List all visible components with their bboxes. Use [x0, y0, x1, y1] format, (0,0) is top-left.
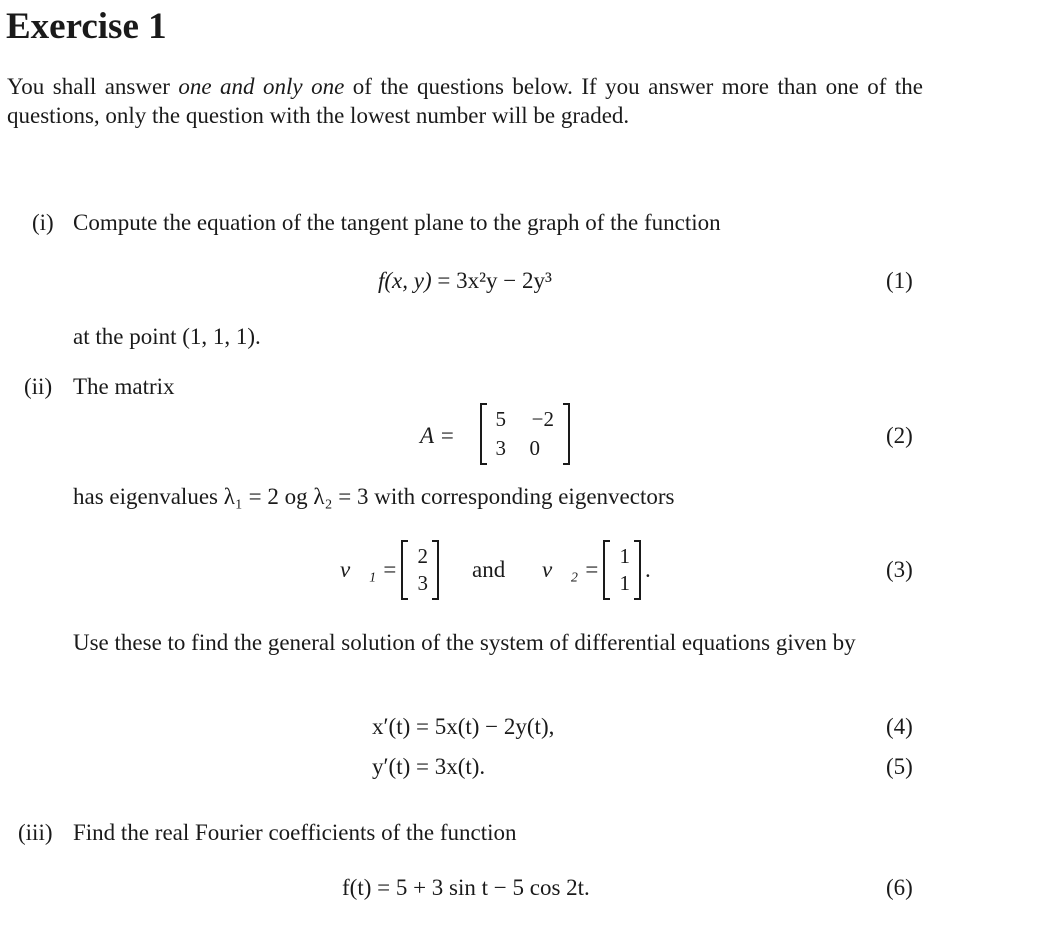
equation-number-4: (4): [886, 714, 913, 739]
vector-v2-period: .: [645, 557, 651, 582]
and-text: and: [472, 557, 506, 582]
q2-text: The matrix: [73, 374, 175, 399]
vector-v1-label: v⃗₁ =: [340, 557, 398, 582]
q1-equation: [378, 266, 552, 295]
q3-text: Find the real Fourier coefficients of the function: [73, 820, 517, 845]
matrix-a: [480, 403, 570, 465]
intro-emphasis: one and only one: [178, 74, 345, 99]
matrix-a-label: A =: [420, 423, 455, 448]
use-these-text: Use these to find the general solution of the system of differential equations given by: [73, 630, 856, 655]
equation-number-1: (1): [886, 268, 913, 293]
intro-text-2: of the questions below. If you answer more than one of the questions, only the question with the lowest number will be graded.: [7, 74, 924, 128]
intro-text-1: You shall answer: [7, 74, 179, 99]
q1-eq-lhs: f(x, y): [378, 268, 432, 293]
matrix-cell: −2: [531, 407, 554, 431]
vector-cell: 2: [417, 544, 428, 568]
equation-4: x′(t) = 5x(t) − 2y(t),: [372, 714, 555, 739]
q1-point-text: at the point (1, 1, 1).: [73, 324, 261, 349]
intro-paragraph: [7, 72, 923, 130]
eigenvalues-text: has eigenvalues λ₁ = 2 og λ₂ = 3 with corresponding eigenvectors: [73, 484, 675, 509]
vector-v1: [401, 540, 439, 600]
q1-eq-rhs: = 3x²y − 2y³: [437, 268, 552, 293]
q2-label: (ii): [24, 374, 53, 399]
equation-number-6: (6): [886, 875, 913, 900]
vector-cell: 1: [619, 544, 630, 568]
equation-number-2: (2): [886, 423, 913, 448]
vector-cell: 3: [417, 571, 428, 595]
matrix-cell: 5: [495, 407, 506, 431]
equation-number-5: (5): [886, 754, 913, 779]
equation-5: y′(t) = 3x(t).: [372, 754, 486, 779]
vector-cell: 1: [619, 571, 630, 595]
q1-label: (i): [32, 210, 54, 235]
matrix-cell: 3: [495, 436, 506, 460]
q1-text: Compute the equation of the tangent plane to the graph of the function: [73, 210, 721, 235]
vector-v2: [603, 540, 641, 600]
exercise-title: Exercise 1: [6, 6, 167, 47]
q3-label: (iii): [18, 820, 53, 845]
matrix-cell: 0: [529, 436, 540, 460]
vector-v2-label: v⃗₂ =: [542, 557, 600, 582]
equation-number-3: (3): [886, 557, 913, 582]
q3-equation: f(t) = 5 + 3 sin t − 5 cos 2t.: [342, 875, 590, 900]
